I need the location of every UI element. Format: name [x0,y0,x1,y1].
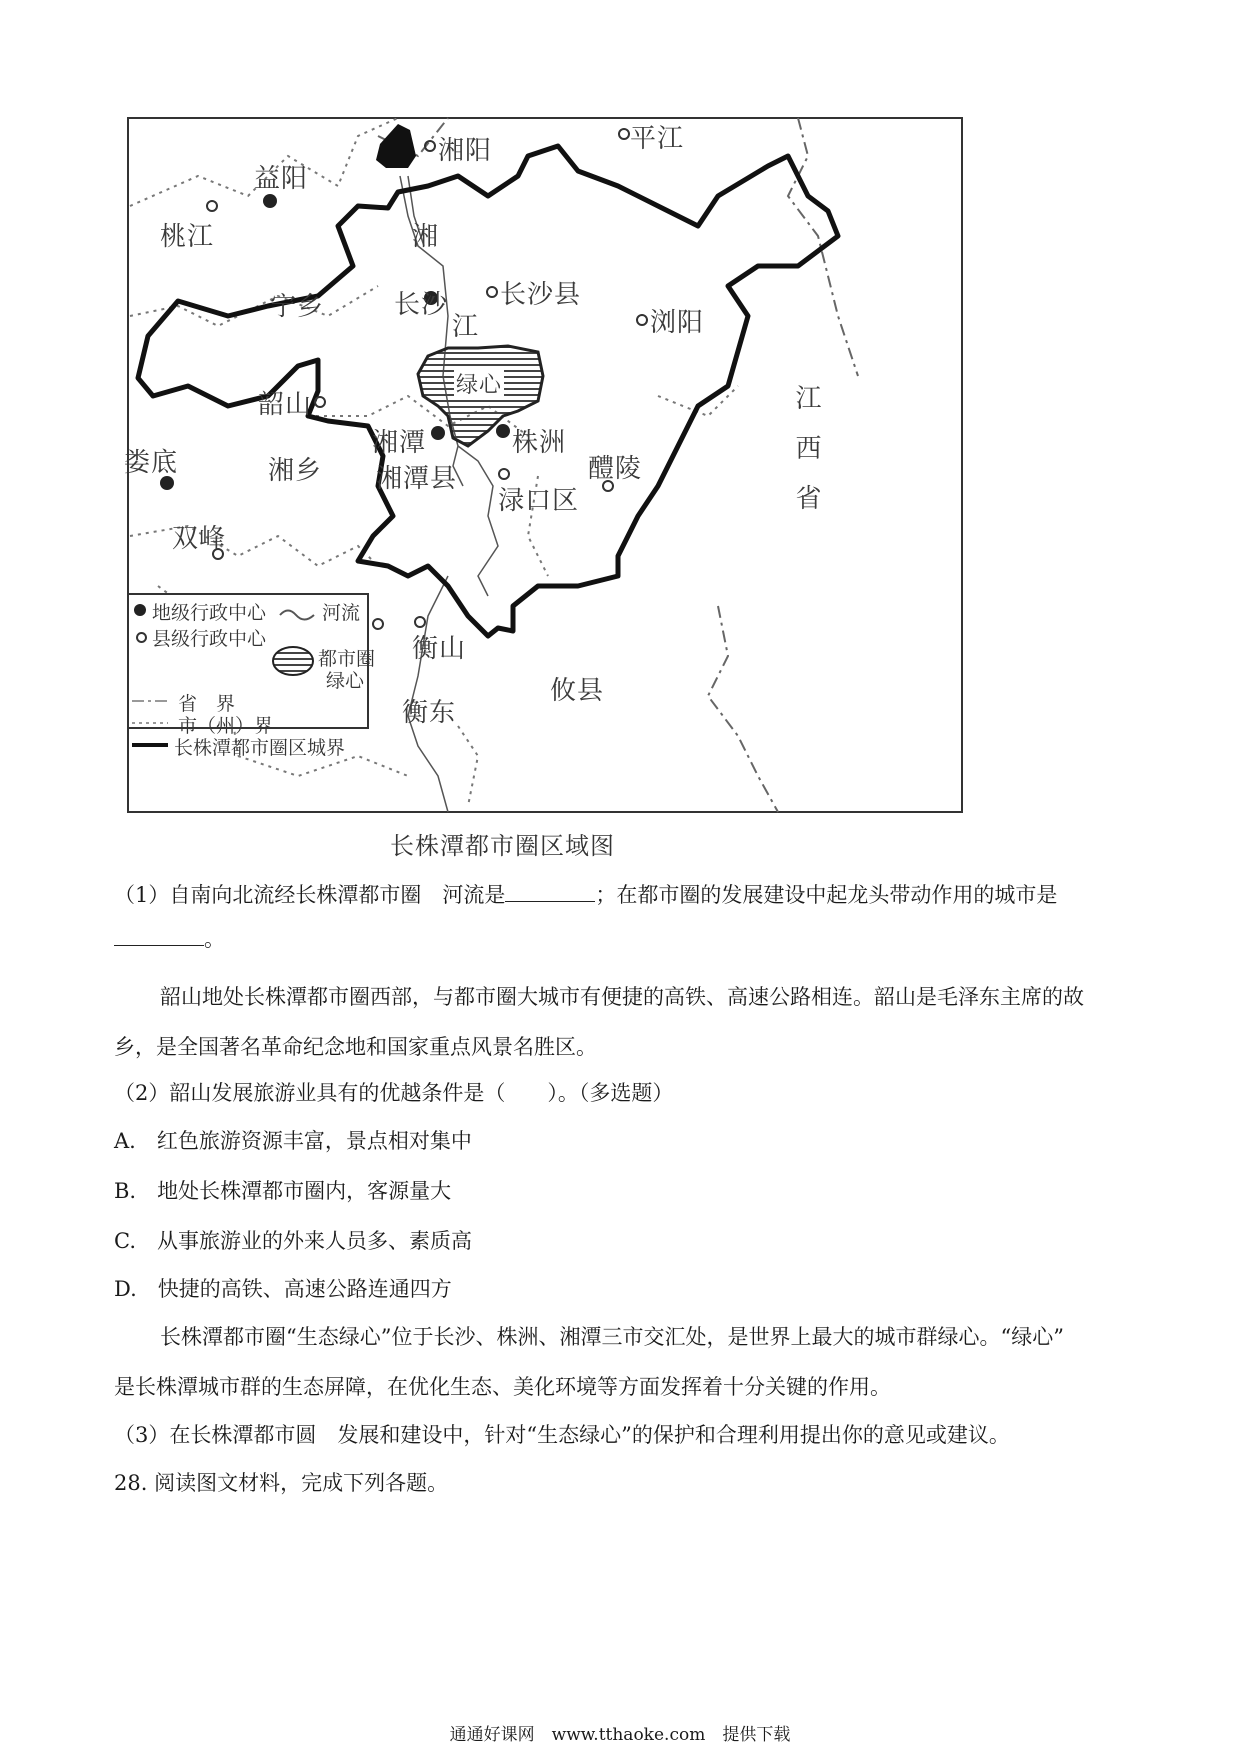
place-label: 湘乡 [268,456,323,486]
place-label: 衡东 [402,698,457,728]
legend-label: 河流 [322,602,361,624]
place-label: 江 [452,312,480,342]
place-label: 浏阳 [650,308,705,338]
county-center-icon [206,200,218,212]
legend-label: 县级行政中心 [152,628,267,650]
question-1-line-2 [114,924,1144,954]
option-a[interactable]: A. 红色旅游资源丰富，景点相对集中 [114,1129,472,1153]
paragraph-shaoshan-2: 乡，是全国著名革命纪念地和国家重点风景名胜区。 [114,1035,597,1059]
legend-label: 长株潭都市圈区城界 [174,737,346,759]
legend-city-icon [134,604,146,616]
q1-text-a: （1）自南向北流经长株潭都市圈 河流是 [114,883,506,907]
place-label: 双峰 [172,524,227,554]
legend-label: 省 界 [178,693,236,715]
county-center-icon [486,286,498,298]
q1-end: 。 [204,927,225,951]
place-label: 湘阳 [438,136,493,166]
place-label: 绿心 [454,368,504,399]
legend-label: 绿心 [326,670,365,692]
place-label: 渌口区 [498,486,580,516]
region-map [118,116,968,816]
place-label: 攸县 [550,676,605,706]
option-d[interactable]: D. 快捷的高铁、高速公路连通四方 [114,1277,452,1301]
question-3: （3）在长株潭都市圆 发展和建设中，针对“生态绿心”的保护和合理利用提出你的意见或建议。 [114,1423,1010,1447]
place-label: 长沙 [394,290,449,320]
county-center-icon [636,314,648,326]
county-center-icon [618,128,630,140]
question-28: 28. 阅读图文材料，完成下列各题。 [114,1471,449,1495]
place-label: 长沙县 [500,280,582,310]
map-caption: 长株潭都市圈区域图 [390,832,615,860]
legend-label: 都市圈 [318,648,376,670]
question-1-line-1 [114,880,1144,910]
legend-county-icon [136,632,147,643]
place-label: 桃江 [160,222,215,252]
question-2: （2）韶山发展旅游业具有的优越条件是（ ）。（多选题） [114,1081,674,1105]
paragraph-green-heart-1: 长株潭都市圈“生态绿心”位于长沙、株洲、湘潭三市交汇处，是世界上最大的城市群绿心。“绿心” [160,1325,1064,1349]
place-label: 湘潭 [372,428,427,458]
answer-blank-1[interactable] [505,881,595,902]
county-center-icon [498,468,510,480]
county-center-icon [314,396,326,408]
place-label: 株洲 [512,428,567,458]
place-label: 衡山 [412,634,467,664]
county-center-icon [372,618,384,630]
q1-text-b: ；在都市圈的发展建设中起龙头带动作用的城市是 [595,883,1058,907]
place-label: 平江 [630,124,685,154]
city-center-icon [431,426,445,440]
county-center-icon [424,140,436,152]
place-label: 湘潭县 [376,464,458,494]
legend-label: 市（州）界 [178,715,274,737]
place-label: 江西省 [791,384,821,534]
place-label: 韶山 [258,390,313,420]
dongting-lake [376,124,416,168]
paragraph-shaoshan-1: 韶山地处长株潭都市圈西部，与都市圈大城市有便捷的高铁、高速公路相连。韶山是毛泽东主席的故 [160,985,1084,1009]
city-center-icon [496,424,510,438]
option-c[interactable]: C. 从事旅游业的外来人员多、素质高 [114,1229,472,1253]
place-label: 益阳 [254,164,309,194]
option-b[interactable]: B. 地处长株潭都市圈内，客源量大 [114,1179,452,1203]
place-label: 醴陵 [588,454,643,484]
paragraph-green-heart-2: 是长株潭城市群的生态屏障，在优化生态、美化环境等方面发挥着十分关键的作用。 [114,1375,891,1399]
answer-blank-2[interactable] [114,925,204,946]
place-label: 湘 [412,222,440,252]
legend-label: 地级行政中心 [152,602,267,624]
city-center-icon [263,194,277,208]
place-label: 娄底 [124,448,179,478]
page-footer: 通通好课网 www.tthaoke.com 提供下载 [449,1725,791,1745]
county-center-icon [414,616,426,628]
place-label: 宁乡 [270,292,325,322]
